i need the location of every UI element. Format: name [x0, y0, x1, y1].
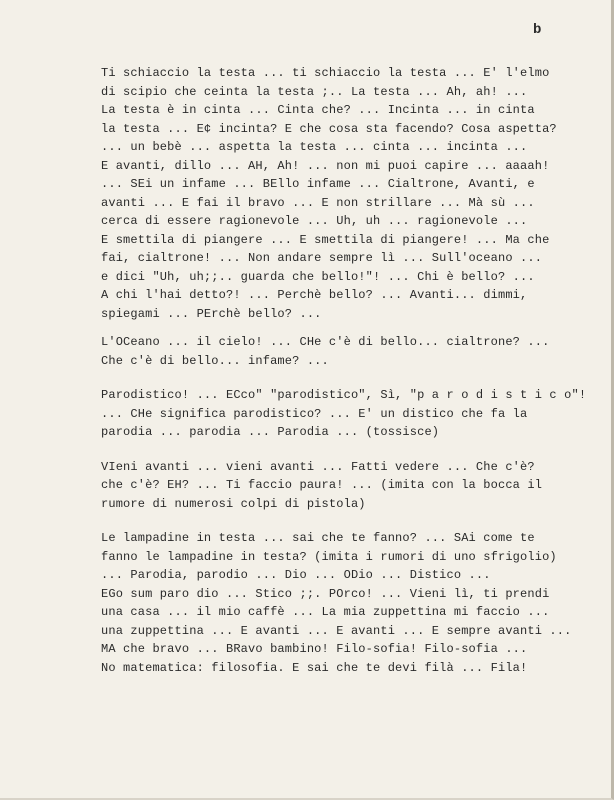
text-line: fanno le lampadine in testa? (imita i rumori di uno sfrigolio) — [101, 549, 557, 564]
text-line: cerca di essere ragionevole ... Uh, uh ... ragionevole ... — [101, 214, 528, 228]
text-line: che c'è? EH? ... Ti faccio paura! ... (imita con la bocca il — [101, 478, 543, 492]
text-line: VIeni avanti ... vieni avanti ... Fatti vedere ... Che c'è? — [101, 459, 535, 474]
text-line: di scipio che ceinta la testa ;.. La testa ... Ah, ah! ... — [101, 84, 528, 99]
text-line: MA che bravo ... BRavo bambino! Filo-sofia! Filo-sofia ... — [101, 642, 528, 656]
text-line: No matematica: filosofia. E sai che te devi filà ... Fila! — [101, 660, 528, 675]
text-line: E smettila di piangere ... E smettila di piangere! ... Ma che — [101, 232, 550, 247]
paragraph-2 — [101, 333, 591, 370]
text-line: fai, cialtrone! ... Non andare sempre lì ... Sull'oceano ... — [101, 251, 543, 265]
text-line: una zuppettina ... E avanti ... E avanti ... E sempre avanti ... — [101, 623, 572, 638]
text-line: E avanti, dillo ... AH, Ah! ... non mi puoi capire ... aaaah! — [101, 158, 550, 173]
paragraph-5 — [101, 529, 591, 677]
text-line: Le lampadine in testa ... sai che te fanno? ... SAi come te — [101, 531, 535, 545]
text-line: e dici "Uh, uh;;.. guarda che bello!"! ... Chi è bello? ... — [101, 269, 535, 284]
typewritten-text — [101, 64, 591, 677]
text-line: Ti schiaccio la testa ... ti schiaccio la testa ... E' l'elmo — [101, 66, 550, 80]
text-line: Parodistico! ... ECco" "parodistico", Sì, "p a r o d i s t i c o"! — [101, 388, 587, 402]
paragraph-4 — [101, 458, 591, 514]
text-line: spiegami ... PErchè bello? ... — [101, 306, 322, 321]
text-line: ... SEi un infame ... BEllo infame ... Cialtrone, Avanti, e — [101, 177, 535, 191]
paragraph-3 — [101, 386, 591, 442]
text-line: L'OCeano ... il cielo! ... CHe c'è di bello... cialtrone? ... — [101, 335, 550, 349]
text-line: ... CHe significa parodistico? ... E' un distico che fa la — [101, 406, 528, 421]
text-line: Che c'è di bello... infame? ... — [101, 353, 329, 368]
text-line: EGo sum paro dio ... Stico ;;. POrco! ... Vieni lì, ti prendi — [101, 586, 550, 601]
text-line: ... un bebè ... aspetta la testa ... cinta ... incinta ... — [101, 140, 528, 154]
text-line: la testa ... E¢ incinta? E che cosa sta facendo? Cosa aspetta? — [101, 121, 557, 136]
page-number: b — [533, 22, 542, 38]
text-line: una casa ... il mio caffè ... La mia zuppettina mi faccio ... — [101, 605, 550, 619]
text-line: A chi l'hai detto?! ... Perchè bello? ... Avanti... dimmi, — [101, 288, 528, 302]
text-line: ... Parodia, parodio ... Dio ... ODio ... Distico ... — [101, 568, 491, 582]
text-line: parodia ... parodia ... Parodia ... (tossisce) — [101, 425, 440, 439]
text-line: rumore di numerosi colpi di pistola) — [101, 496, 366, 511]
paragraph-1 — [101, 64, 591, 323]
text-line: avanti ... E fai il bravo ... E non strillare ... Mà sù ... — [101, 195, 535, 210]
text-line: La testa è in cinta ... Cinta che? ... Incinta ... in cinta — [101, 103, 535, 117]
